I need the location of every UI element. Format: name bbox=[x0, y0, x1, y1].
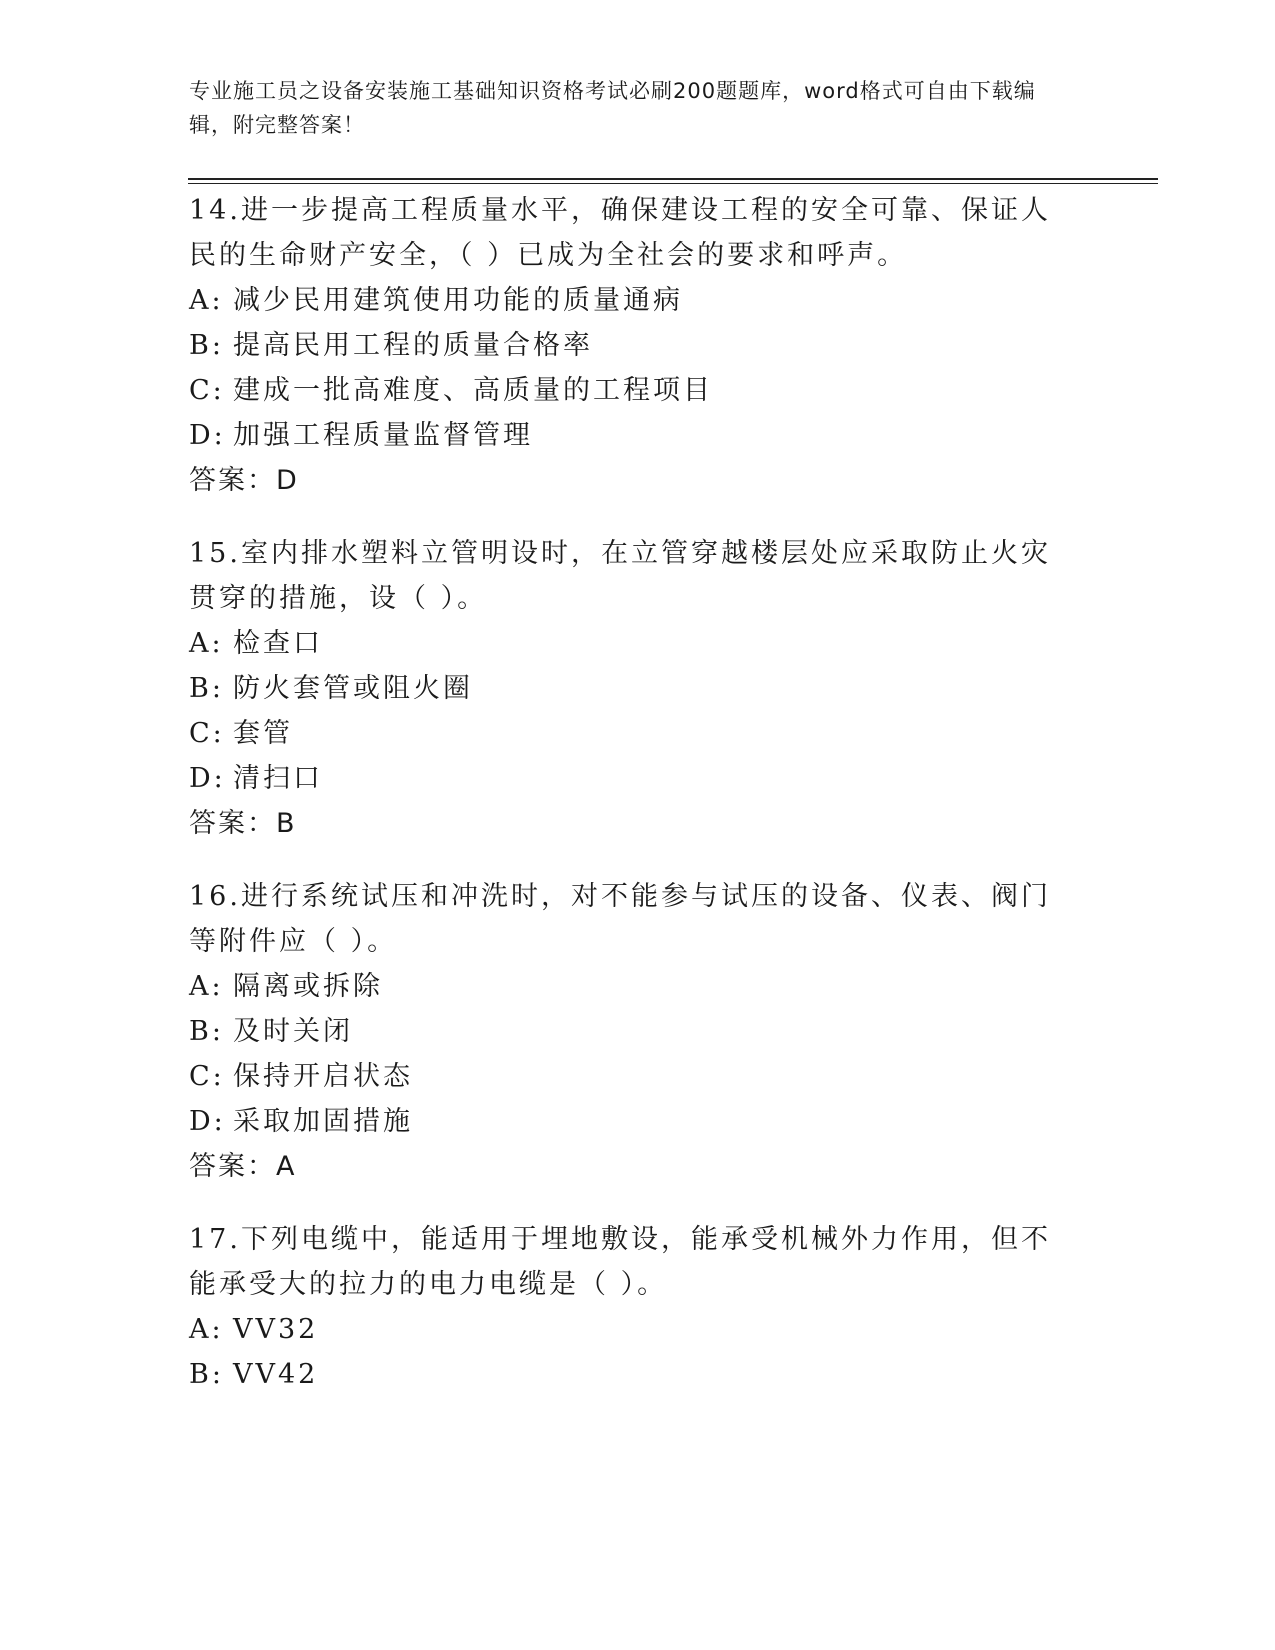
option-letter: D: bbox=[189, 763, 226, 794]
option-d bbox=[189, 756, 1089, 801]
document-header: 专业施工员之设备安装施工基础知识资格考试必刷200题题库，word格式可自由下载编辑，附完整答案！ bbox=[189, 79, 1036, 137]
option-letter: A: bbox=[189, 1314, 224, 1345]
question-14 bbox=[189, 188, 1089, 503]
header-divider-thick bbox=[188, 178, 1158, 180]
option-letter: A: bbox=[189, 628, 224, 659]
header-divider-thin bbox=[188, 183, 1158, 184]
option-b bbox=[189, 1352, 1089, 1397]
option-text: 及时关闭 bbox=[233, 1016, 353, 1047]
question-stem: 16.进行系统试压和冲洗时，对不能参与试压的设备、仪表、阀门等附件应（ ）。 bbox=[189, 881, 1051, 957]
option-text: 保持开启状态 bbox=[233, 1061, 413, 1092]
question-16 bbox=[189, 874, 1089, 1189]
option-letter: B: bbox=[189, 330, 224, 361]
answer-line: 答案：D bbox=[189, 465, 299, 496]
option-d bbox=[189, 1099, 1089, 1144]
option-letter: C: bbox=[189, 375, 225, 406]
question-list bbox=[189, 188, 1089, 1425]
option-letter: A: bbox=[189, 971, 224, 1002]
option-letter: D: bbox=[189, 420, 226, 451]
option-text: VV32 bbox=[233, 1314, 319, 1345]
option-letter: C: bbox=[189, 718, 225, 749]
option-text: 检查口 bbox=[233, 628, 323, 659]
option-a bbox=[189, 621, 1089, 666]
option-text: VV42 bbox=[233, 1359, 319, 1390]
option-letter: B: bbox=[189, 673, 224, 704]
option-text: 提高民用工程的质量合格率 bbox=[233, 330, 593, 361]
question-17 bbox=[189, 1217, 1089, 1397]
option-text: 采取加固措施 bbox=[233, 1106, 413, 1137]
option-c bbox=[189, 368, 1089, 413]
option-b bbox=[189, 1009, 1089, 1054]
option-b bbox=[189, 666, 1089, 711]
option-text: 减少民用建筑使用功能的质量通病 bbox=[233, 285, 683, 316]
question-stem: 17.下列电缆中，能适用于埋地敷设，能承受机械外力作用，但不能承受大的拉力的电力电缆是（ ）。 bbox=[189, 1224, 1051, 1300]
option-text: 隔离或拆除 bbox=[233, 971, 383, 1002]
option-c bbox=[189, 711, 1089, 756]
option-text: 防火套管或阻火圈 bbox=[233, 673, 473, 704]
option-a bbox=[189, 964, 1089, 1009]
option-text: 清扫口 bbox=[233, 763, 323, 794]
answer-line: 答案：B bbox=[189, 808, 297, 839]
option-letter: B: bbox=[189, 1016, 224, 1047]
option-d bbox=[189, 413, 1089, 458]
option-text: 套管 bbox=[233, 718, 293, 749]
option-a bbox=[189, 278, 1089, 323]
question-stem: 14.进一步提高工程质量水平，确保建设工程的安全可靠、保证人民的生命财产安全，（ ）已成为全社会的要求和呼声。 bbox=[189, 195, 1051, 271]
option-a bbox=[189, 1307, 1089, 1352]
option-letter: B: bbox=[189, 1359, 224, 1390]
option-letter: D: bbox=[189, 1106, 226, 1137]
option-letter: C: bbox=[189, 1061, 225, 1092]
option-text: 加强工程质量监督管理 bbox=[233, 420, 533, 451]
option-c bbox=[189, 1054, 1089, 1099]
question-stem: 15.室内排水塑料立管明设时，在立管穿越楼层处应采取防止火灾贯穿的措施，设（ ）。 bbox=[189, 538, 1051, 614]
option-text: 建成一批高难度、高质量的工程项目 bbox=[233, 375, 713, 406]
option-b bbox=[189, 323, 1089, 368]
answer-line: 答案：A bbox=[189, 1151, 297, 1182]
option-letter: A: bbox=[189, 285, 224, 316]
question-15 bbox=[189, 531, 1089, 846]
